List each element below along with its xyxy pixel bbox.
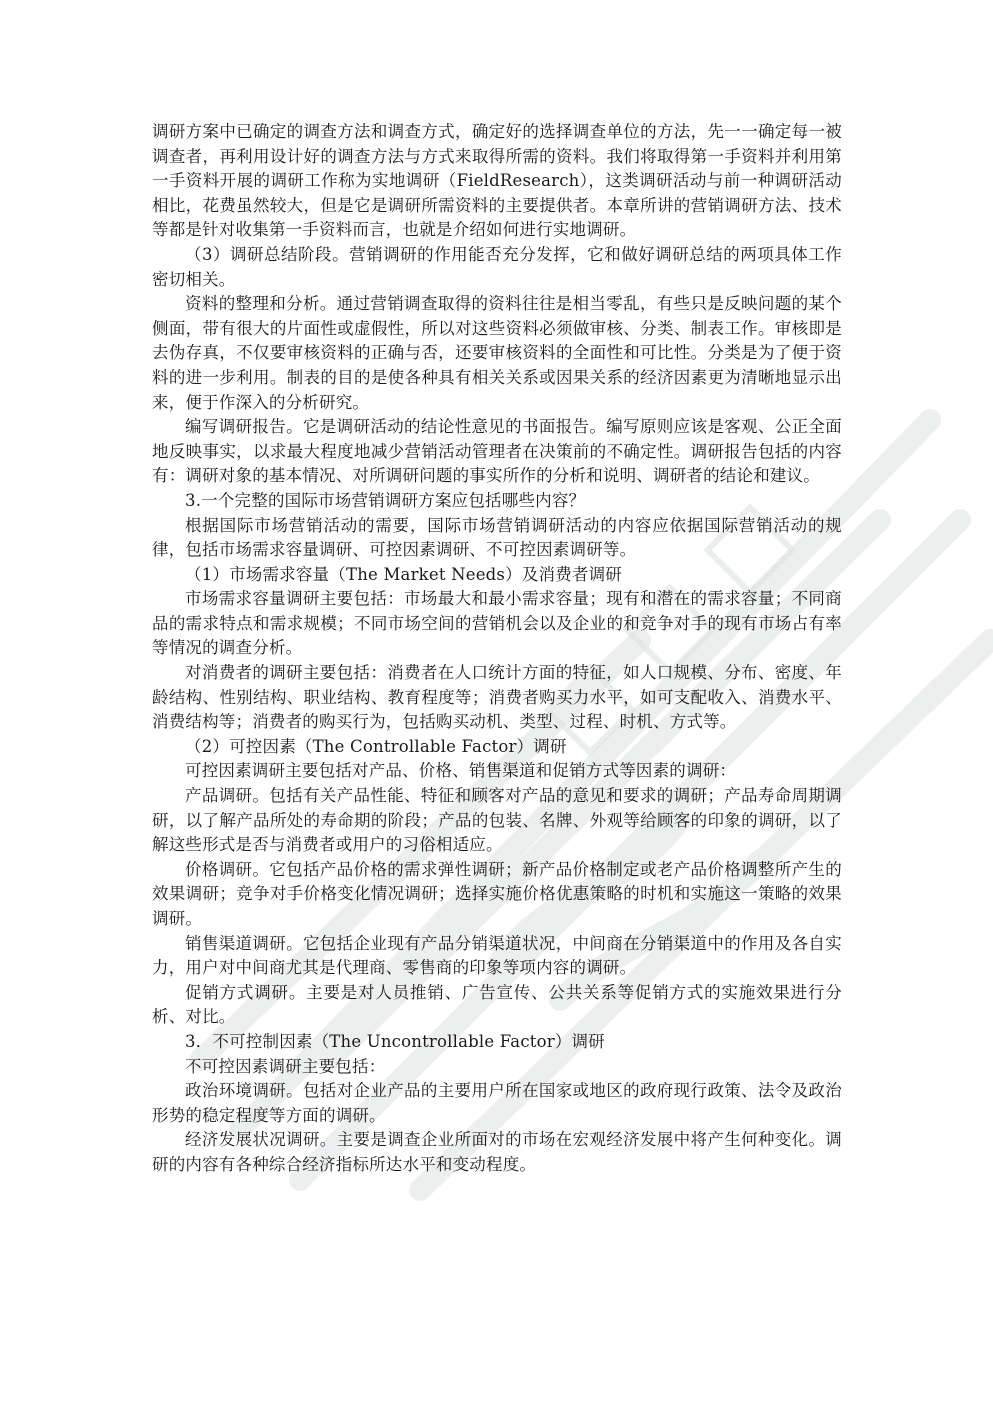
paragraph: （2）可控因素（The Controllable Factor）调研 xyxy=(185,736,567,756)
paragraph: 经济发展状况调研。主要是调查企业所面对的市场在宏观经济发展中将产生何种变化。调研的内容有各种综合经济指标所达水平和变动程度。 xyxy=(152,1130,842,1174)
paragraph: 根据国际市场营销活动的需要，国际市场营销调研活动的内容应依据国际营销活动的规律，包括市场需求容量调研、可控因素调研、不可控因素调研等。 xyxy=(152,515,842,560)
paragraph: 对消费者的调研主要包括：消费者在人口统计方面的特征，如人口规模、分布、密度、年龄结构、性别结构、职业结构、教育程度等；消费者购买力水平，如可支配收入、消费水平、消费结构等；消费者的购买行为，包括购买动机、类型、过程、时机、方式等。 xyxy=(152,663,842,732)
paragraph: （3）调研总结阶段。营销调研的作用能否充分发挥，它和做好调研总结的两项具体工作密切相关。 xyxy=(152,244,842,289)
paragraph: 价格调研。它包括产品价格的需求弹性调研；新产品价格制定或老产品价格调整所产生的效果调研；竞争对手价格变化情况调研；选择实施价格优惠策略的时机和实施这一策略的效果调研。 xyxy=(152,859,842,928)
paragraph: 市场需求容量调研主要包括：市场最大和最小需求容量；现有和潜在的需求容量；不同商品的需求特点和需求规模；不同市场空间的营销机会以及企业的和竞争对手的现有市场占有率等情况的调查分析。 xyxy=(152,589,842,658)
paragraph: （1）市场需求容量（The Market Needs）及消费者调研 xyxy=(185,564,622,584)
paragraph: 销售渠道调研。它包括企业现有产品分销渠道状况，中间商在分销渠道中的作用及各自实力，用户对中间商尤其是代理商、零售商的印象等项内容的调研。 xyxy=(152,933,842,978)
paragraph: 3．不可控制因素（The Uncontrollable Factor）调研 xyxy=(185,1031,605,1051)
paragraph: 不可控因素调研主要包括： xyxy=(185,1056,386,1076)
paragraph: 产品调研。包括有关产品性能、特征和顾客对产品的意见和要求的调研；产品寿命周期调研，以了解产品所处的寿命期的阶段；产品的包装、名牌、外观等给顾客的印象的调研，以了解这些形式是否与消费者或用户的习俗相适应。 xyxy=(152,786,842,855)
document-body xyxy=(152,120,842,1178)
paragraph: 促销方式调研。主要是对人员推销、广告宣传、公共关系等促销方式的实施效果进行分析、对比。 xyxy=(152,982,842,1027)
paragraph: 3.一个完整的国际市场营销调研方案应包括哪些内容？ xyxy=(185,490,586,510)
paragraph: 编写调研报告。它是调研活动的结论性意见的书面报告。编写原则应该是客观、公正全面地反映事实，以求最大程度地减少营销活动管理者在决策前的不确定性。调研报告包括的内容有：调研对象的基本情况、对所调研问题的事实所作的分析和说明、调研者的结论和建议。 xyxy=(152,417,842,486)
paragraph: 调研方案中已确定的调查方法和调查方式，确定好的选择调查单位的方法，先一一确定每一被调查者，再利用设计好的调查方法与方式来取得所需的资料。我们将取得第一手资料并利用第一手资料开展的调研工作称为实地调研（FieldResearch），这类调研活动与前一种调研活动相比，花费虽然较大，但是它是调研所需资料的主要提供者。本章所讲的营销调研方法、技术等都是针对收集第一手资料而言，也就是介绍如何进行实地调研。 xyxy=(152,122,842,240)
paragraph: 可控因素调研主要包括对产品、价格、销售渠道和促销方式等因素的调研： xyxy=(185,761,737,781)
paragraph: 资料的整理和分析。通过营销调查取得的资料往往是相当零乱，有些只是反映问题的某个侧面，带有很大的片面性或虚假性，所以对这些资料必须做审核、分类、制表工作。审核即是去伪存真，不仅要审核资料的正确与否，还要审核资料的全面性和可比性。分类是为了便于资料的进一步利用。制表的目的是使各种具有相关关系或因果关系的经济因素更为清晰地显示出来，便于作深入的分析研究。 xyxy=(152,294,842,412)
paragraph: 政治环境调研。包括对企业产品的主要用户所在国家或地区的政府现行政策、法令及政治形势的稳定程度等方面的调研。 xyxy=(152,1081,842,1125)
